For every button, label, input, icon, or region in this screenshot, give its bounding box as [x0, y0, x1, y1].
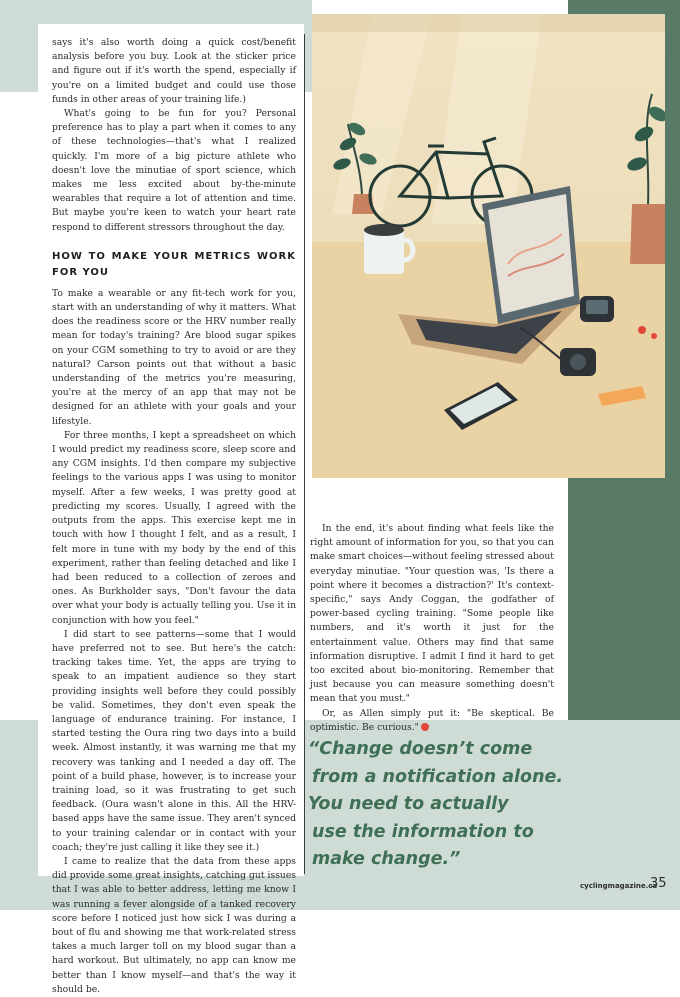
body-paragraph: In the end, it's about finding what feels like the right amount of information for you, so that you can make smart choices—without feeling stressed about everyday minutiae. "Your question was, 'Is there a point where it becomes a distraction?' It's context-specific," says Andy Coggan, the godfather of power-based cycling training. "Some people like numbers, and it's worth it just for the entertainment value. Others may find that same information disruptive. I admit I find it hard to get too excited about bio-monitoring. Remember that just because you can measure something doesn't mean that you must." — [310, 523, 554, 705]
column-divider — [304, 34, 305, 874]
pull-quote-line: “Change doesn’t come — [308, 739, 533, 759]
pull-quote-line: use the information to — [312, 821, 534, 842]
body-paragraph: I did start to see patterns—some that I would have preferred not to see. But here's the catch: tracking takes time. Yet, the apps are trying to speak to an impatient audience so they start providing insights well before they could possibly be valid. Sometimes, they don't even speak the language of endurance training. For instance, I started testing the Oura ring two days into a build week. Almost instantly, it was warning me that my recovery was tanking and I needed a day off. The point of a build phase, however, is to increase your training load, so it was frustrating to get such feedback. (Oura wasn't alone in this. All the HRV-based apps have the same issue. They aren't synced to your training calendar or in contact with your coach; they're just calling it like they see it.) — [52, 628, 296, 853]
body-paragraph: says it's also worth doing a quick cost/benefit analysis before you buy. Look at the sticker price and figure out if it's worth the spend, especially if you're on a limited budget and could use those funds in other areas of your training life.) — [52, 37, 296, 105]
fit-tech-illustration — [312, 14, 665, 478]
body-paragraph: For three months, I kept a spreadsheet on which I would predict my readiness score, sleep score and any CGM insights. I'd then compare my subjective feelings to the various apps I was using to monitor myself. After a few weeks, I was pretty good at predicting my scores. Usually, I agreed with the outputs from the apps. This exercise kept me in touch with how I thought I felt, and as a result, I felt more in tune with my body by the end of this experiment, rather than feeling detached and like I had been reduced to a collection of zeroes and ones. As Burkholder says, "Don't favour the data over what your body is actually telling you. Use it in conjunction with how you feel." — [52, 429, 296, 626]
article-column-left — [52, 36, 296, 997]
end-mark-icon — [421, 723, 429, 731]
pull-quote-line: from a notification alone. — [312, 766, 564, 787]
article-column-right — [310, 522, 554, 735]
footer-site-url: cyclingmagazine.ca — [580, 882, 658, 890]
body-paragraph: To make a wearable or any fit-tech work for you, start with an understanding of why it matters. What does the readiness score or the HRV number really mean for today's training? Are blood sugar spikes on your CGM something to try to avoid or are they natural? Carson points out that without a basic understanding of the metrics you're measuring, you're at the mercy of an app that may not be designed for an athlete with your goals and your lifestyle. — [52, 287, 296, 427]
pull-quote-line: make change.” — [312, 849, 461, 869]
page-number: 35 — [650, 876, 667, 891]
body-paragraph-final — [310, 707, 554, 735]
pull-quote-line: You need to actually — [308, 794, 509, 814]
section-heading: HOW TO MAKE YOUR METRICS WORK FOR YOU — [52, 250, 296, 278]
body-paragraph: What's going to be fun for you? Personal preference has to play a part when it comes to any of these technologies—that's what I realized quickly. I'm more of a big picture athlete who doesn't love the minutiae of sport science, which makes me less excited about by-the-minute wearables that require a lot of attention and time. But maybe you're keen to watch your heart rate respond to different stressors throughout the day. — [52, 108, 296, 233]
body-paragraph: I came to realize that the data from these apps did provide some great insights, catching gut issues that I was able to better address, letting me know I was running a fever alongside of a tanked recovery score before I noticed just how sick I was during a bout of flu and showing me that work-related stress takes a much larger toll on my blood sugar than a hard workout. But ultimately, no app can know me better than I know myself—and that's the way it should be. — [52, 855, 296, 995]
final-sentence: Or, as Allen simply put it: "Be skeptical. Be optimistic. Be curious." — [310, 707, 554, 733]
pull-quote — [308, 736, 564, 874]
